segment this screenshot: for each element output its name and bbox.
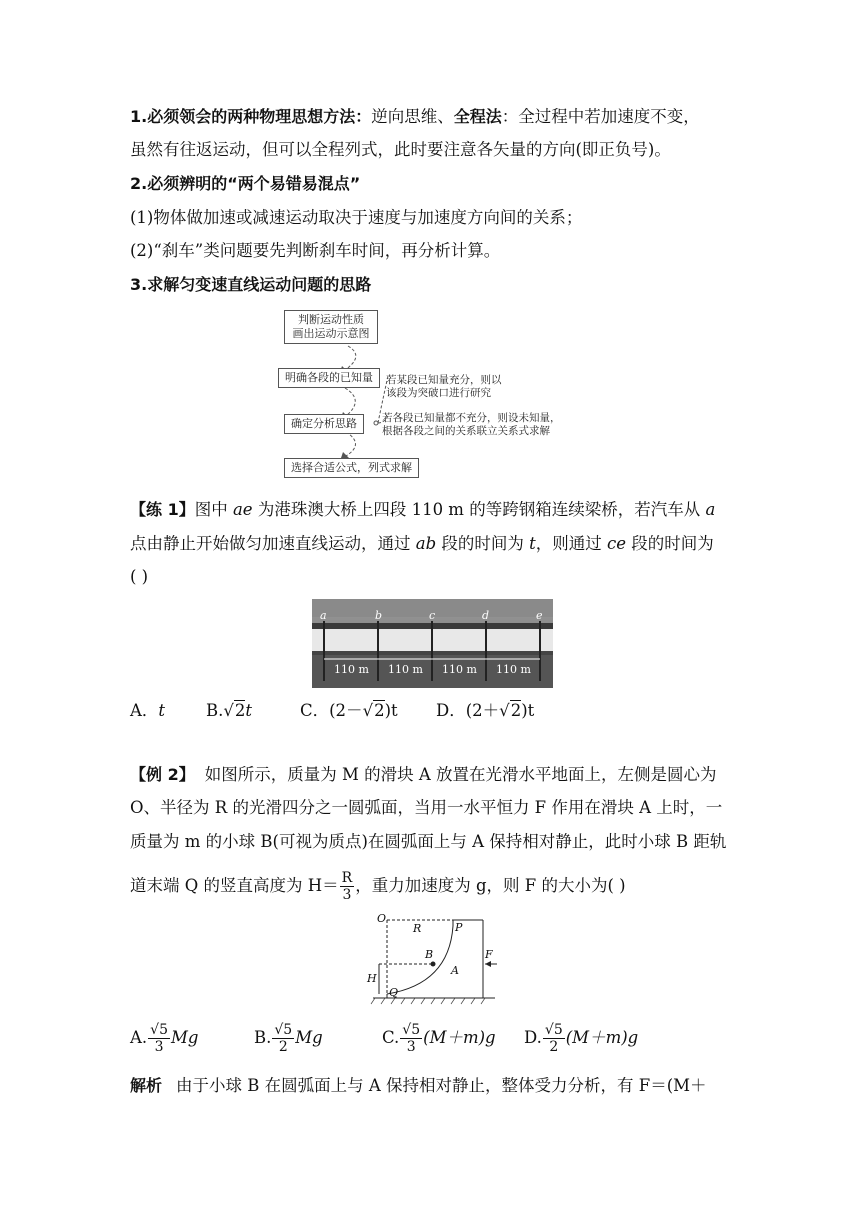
ex2-option-b-rad: 5 bbox=[283, 1022, 293, 1038]
ex1-text-1a: 图中 bbox=[194, 500, 233, 519]
flow-box-1 bbox=[284, 310, 378, 344]
fig-label-o: O bbox=[377, 912, 387, 925]
ex2-line3: 质量为 m 的小球 B(可视为质点)在圆弧面上与 A 保持相对静止，此时小球 B 距轨 bbox=[130, 832, 727, 851]
ex1-line2 bbox=[130, 533, 740, 555]
bridge-span-3: 110 m bbox=[442, 663, 477, 676]
ex1-option-b-t: t bbox=[245, 701, 253, 720]
ex2-option-c-num: √5 bbox=[402, 1022, 421, 1038]
flow-note-1 bbox=[386, 374, 502, 400]
fig-label-h: H bbox=[367, 972, 377, 985]
ex2-text-4a: 道末端 Q 的竖直高度为 H＝ bbox=[130, 876, 339, 895]
ex2-option-a-frac bbox=[148, 1022, 170, 1055]
ex2-option-d-tail: (M＋m)g bbox=[565, 1028, 639, 1047]
bridge-label-d: d bbox=[482, 609, 490, 622]
ex2-option-a-label: A. bbox=[130, 1028, 148, 1047]
flow-box-2: 明确各段的已知量 bbox=[278, 368, 380, 388]
flow-note-2-line2: 根据各段之间的关系联立关系式求解 bbox=[382, 425, 550, 437]
ex2-option-a bbox=[130, 1022, 198, 1055]
ex1-option-c-end: )t bbox=[384, 701, 398, 720]
fig-label-f: F bbox=[485, 948, 493, 961]
ex2-option-c-label: C. bbox=[382, 1028, 400, 1047]
flow-box-3: 确定分析思路 bbox=[284, 414, 364, 434]
flow-note-1-line2: 该段为突破口进行研究 bbox=[386, 387, 491, 399]
ex1-option-a bbox=[130, 700, 165, 722]
ex1-text-2b: 段的时间为 bbox=[436, 534, 530, 553]
ex2-option-b-num: √5 bbox=[274, 1022, 293, 1038]
para1-text-b: ：全过程中若加速度不变， bbox=[501, 107, 700, 126]
ex1-option-b-rad: 2 bbox=[234, 701, 246, 720]
ex2-tag: 【例 2】 bbox=[130, 765, 195, 784]
ex2-frac-num: R bbox=[341, 870, 353, 886]
ex1-text-2d: 段的时间为 bbox=[626, 534, 714, 553]
flow-note-2-line1: 若各段已知量都不充分，则设未知量， bbox=[382, 412, 561, 424]
para2-heading: 2.必须辨明的“两个易错易混点” bbox=[130, 174, 361, 193]
para1-line2: 虽然有往返运动，但可以全程列式，此时要注意各矢量的方向(即正负号)。 bbox=[130, 140, 671, 159]
ex1-option-c-rad: 2 bbox=[374, 701, 385, 720]
para2-item2: (2)“刹车”类问题要先判断刹车时间，再分析计算。 bbox=[130, 241, 501, 260]
bridge-label-c: c bbox=[429, 609, 436, 622]
bridge-label-e: e bbox=[536, 609, 543, 622]
ex2-option-d bbox=[524, 1022, 638, 1055]
ex2-option-d-den: 2 bbox=[549, 1039, 559, 1055]
para1-bold-lead: 1.必须领会的两种物理思想方法： bbox=[130, 107, 372, 126]
ex1-option-b-label: B. bbox=[206, 701, 224, 720]
ex2-text-4b: ，重力加速度为 g，则 F 的大小为( ) bbox=[355, 876, 626, 895]
ex2-option-d-frac bbox=[543, 1022, 565, 1055]
ex2-option-a-den: 3 bbox=[154, 1039, 164, 1055]
ex2-option-a-num: √5 bbox=[150, 1022, 169, 1038]
ex2-option-c-frac bbox=[400, 1022, 422, 1055]
ex1-tag: 【练 1】 bbox=[130, 500, 195, 519]
ex1-option-d bbox=[436, 700, 534, 722]
ex1-option-b-sqrt: √2 bbox=[223, 701, 246, 720]
ex1-option-a-label: A． bbox=[130, 701, 159, 720]
ex1-line1 bbox=[130, 499, 740, 521]
ex1-text-2c: ，则通过 bbox=[535, 534, 608, 553]
ex1-option-c-sqrt: √2 bbox=[362, 701, 385, 720]
bridge-span-4: 110 m bbox=[496, 663, 531, 676]
ex2-line4 bbox=[130, 870, 740, 903]
ex2-option-b-tail: Mg bbox=[295, 1028, 323, 1047]
para2-item1: (1)物体做加速或减速运动取决于速度与加速度方向间的关系； bbox=[130, 208, 583, 227]
flow-box-4: 选择合适公式，列式求解 bbox=[284, 458, 419, 478]
analysis-text: 由于小球 B 在圆弧面上与 A 保持相对静止，整体受力分析，有 F＝(M＋ bbox=[176, 1076, 707, 1095]
bridge-photo bbox=[312, 599, 553, 688]
para1-line1 bbox=[130, 106, 740, 128]
fig-label-a: A bbox=[451, 964, 459, 977]
ex2-option-c-tail: (M＋m)g bbox=[423, 1028, 496, 1047]
ex1-option-d-rad: 2 bbox=[510, 701, 522, 720]
ex2-option-d-rad: 5 bbox=[553, 1022, 563, 1038]
slider-figure-art bbox=[365, 912, 505, 1007]
ex1-text-2a: 点由静止开始做匀加速直线运动，通过 bbox=[130, 534, 416, 553]
ex2-option-b-label: B. bbox=[254, 1028, 272, 1047]
para1-bold-mid: 全程法 bbox=[453, 107, 502, 126]
bridge-label-a: a bbox=[320, 609, 327, 622]
flow-note-1-line1: 若某段已知量充分，则以 bbox=[386, 374, 502, 386]
ex1-option-c bbox=[300, 700, 398, 722]
ex1-ce: ce bbox=[607, 534, 627, 553]
bridge-label-b: b bbox=[375, 609, 383, 622]
flow-note-2 bbox=[382, 412, 561, 438]
ex2-option-b-frac bbox=[272, 1022, 294, 1055]
ex1-option-d-sqrt: √2 bbox=[499, 701, 522, 720]
fig-label-q: Q bbox=[389, 986, 399, 999]
ex2-option-a-rad: 5 bbox=[159, 1022, 169, 1038]
ex1-t: t bbox=[529, 534, 536, 553]
flow-box-1-line1: 判断运动性质 bbox=[298, 313, 364, 326]
flowchart bbox=[270, 308, 600, 483]
ex2-text-1: 如图所示，质量为 M 的滑块 A 放置在光滑水平地面上，左侧是圆心为 bbox=[204, 765, 717, 784]
ex1-option-d-end: )t bbox=[521, 701, 535, 720]
flow-box-1-line2: 画出运动示意图 bbox=[292, 327, 370, 340]
fig-label-b: B bbox=[425, 948, 434, 961]
ex2-option-b-den: 2 bbox=[278, 1039, 288, 1055]
ex2-option-b bbox=[254, 1022, 323, 1055]
ex2-line1 bbox=[130, 764, 740, 786]
analysis-line bbox=[130, 1075, 740, 1097]
ex2-option-d-label: D. bbox=[524, 1028, 542, 1047]
fig-label-p: P bbox=[455, 921, 463, 934]
bridge-span-1: 110 m bbox=[334, 663, 369, 676]
ex1-ab: ab bbox=[415, 534, 437, 553]
ex2-option-c-rad: 5 bbox=[411, 1022, 421, 1038]
bridge-span-2: 110 m bbox=[388, 663, 423, 676]
ex2-line2: O、半径为 R 的光滑四分之一圆弧面，当用一水平恒力 F 作用在滑块 A 上时，一 bbox=[130, 798, 723, 817]
analysis-tag: 解析 bbox=[130, 1076, 163, 1095]
ex1-ae: ae bbox=[232, 500, 253, 519]
fig-label-r: R bbox=[413, 922, 422, 935]
ex1-option-b bbox=[206, 700, 252, 722]
ex2-option-a-tail: Mg bbox=[171, 1028, 199, 1047]
ex2-option-d-num: √5 bbox=[544, 1022, 563, 1038]
ex2-option-c bbox=[382, 1022, 496, 1055]
ex1-option-d-label: D．(2＋ bbox=[436, 701, 500, 720]
ex1-option-a-val: t bbox=[158, 701, 166, 720]
para1-text-a: 逆向思维、 bbox=[371, 107, 454, 126]
para3-heading: 3.求解匀变速直线运动问题的思路 bbox=[130, 275, 372, 294]
ex2-fraction bbox=[340, 870, 355, 903]
ex2-frac-den: 3 bbox=[342, 887, 352, 903]
ex1-a: a bbox=[705, 500, 716, 519]
slider-figure bbox=[365, 912, 505, 1007]
ex1-text-1b: 为港珠澳大桥上四段 110 m 的等跨钢箱连续梁桥，若汽车从 bbox=[252, 500, 706, 519]
ex2-option-c-den: 3 bbox=[406, 1039, 416, 1055]
ex1-paren: ( ) bbox=[130, 567, 149, 586]
ex1-option-c-label: C．(2－ bbox=[300, 701, 363, 720]
